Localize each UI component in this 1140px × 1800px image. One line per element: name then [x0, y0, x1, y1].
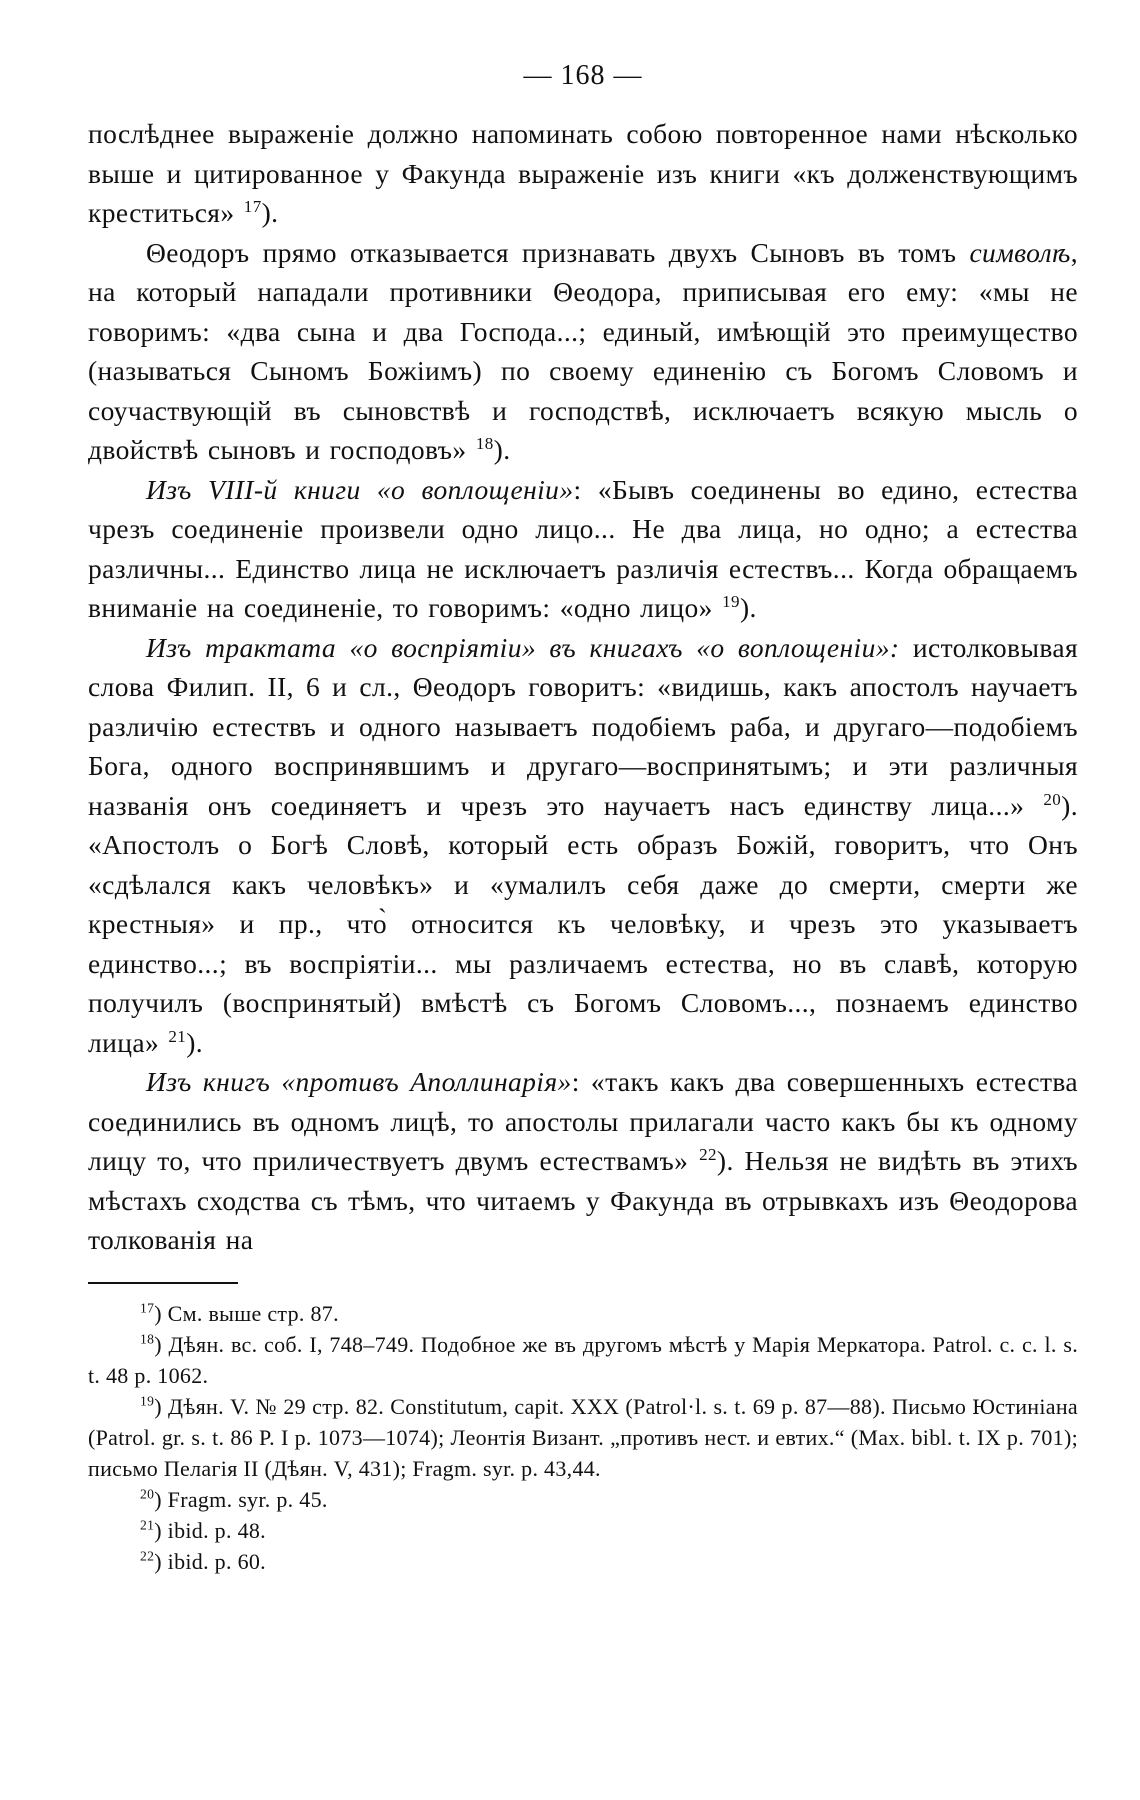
page-number: — 168 —: [523, 60, 643, 91]
footnote-reference: 19: [722, 591, 740, 611]
footnotes: [88, 1298, 1078, 1577]
body-paragraph: [88, 628, 1078, 1063]
text-run: : «такъ какъ два совершенныхъ естества соединились въ одномъ лицѣ, то апостолы прилагали часто какъ бы къ одному лицу то, что приличествуетъ двумъ естествамъ»: [88, 1066, 1078, 1176]
footnote-reference: 18: [475, 433, 494, 453]
footnote: [88, 1329, 1078, 1391]
footnote-text: ) См. выше стр. 87.: [154, 1300, 339, 1326]
footnote-number: 17: [140, 1300, 155, 1316]
footnote-number: 20: [140, 1486, 155, 1502]
footnote-reference: 22: [699, 1144, 717, 1164]
italic-text: Изъ VIII-й книги «о воплощеніи»: [146, 473, 574, 505]
footnote-separator: [88, 1282, 238, 1284]
footnote-reference: 17: [243, 196, 262, 216]
text-run: ).: [186, 1026, 204, 1058]
body-paragraph: [88, 233, 1078, 470]
text-run: ). «Апостолъ о Богѣ Словѣ, который есть образъ Божій, говоритъ, что Онъ «сдѣлался какъ человѣкъ» и «умалилъ себя даже до смерти, смерти же крестныя» и пр., что̀ относится къ человѣку, и чрезъ это указываетъ единство...; въ воспріятіи... мы различаемъ естества, но въ славѣ, которую получилъ (воспринятый) вмѣстѣ съ Богомъ Словомъ..., познаемъ единство лица»: [88, 789, 1078, 1058]
text-run: Θеодоръ прямо отказывается признавать двухъ Сыновъ въ томъ: [146, 236, 970, 268]
italic-text: Изъ трактата «о воспріятіи» въ книгахъ «о воплощеніи»:: [146, 631, 900, 663]
footnote-text: ) ibid. p. 60.: [154, 1548, 266, 1574]
italic-text: символѣ: [969, 236, 1071, 268]
footnote-text: ) Дѣян. V. № 29 стр. 82. Constitutum, capit. XXX (Patrol·l. s. t. 69 p. 87—88). Письмо Юстиніана (Patrol. gr. s. t. 86 P. I p. 1073—1074); Леонтія Визант. „противъ нест. и евтих.“ (Max. bibl. t. IX p. 701); письмо Пелагія II (Дѣян. V, 431); Fragm. syr. p. 43,44.: [88, 1393, 1078, 1481]
text-run: ).: [739, 592, 757, 623]
footnote-reference: 21: [168, 1026, 187, 1046]
footnote: [88, 1515, 1078, 1546]
text-run: , на который нападали противники Θеодора, приписывая его ему: «мы не говоримъ: «два сына и два Господа...; единый, имѣющій это преимущество (называться Сыномъ Божіимъ) по своему единенію съ Богомъ Словомъ и соучаствующій въ сыновствѣ и господствѣ, исключаетъ всякую мысль о двойствѣ сыновъ и господовъ»: [88, 236, 1078, 465]
footnote-number: 22: [140, 1548, 155, 1564]
document-page: [88, 58, 1078, 1577]
footnote: [88, 1391, 1078, 1484]
text-run: истолковывая слова Филип. II, 6 и сл., Θеодоръ говоритъ: «видишь, какъ апостолъ научаетъ различію естествъ и одного называетъ подобіемъ раба, и другаго—подобіемъ Бога, одного воспринявшимъ и другаго—воспринятымъ; и эти различныя названія онъ соединяетъ и чрезъ это научаетъ насъ единству лица...»: [88, 631, 1078, 821]
footnote-number: 21: [140, 1517, 155, 1533]
footnote: [88, 1298, 1078, 1329]
footnote-text: ) Fragm. syr. p. 45.: [154, 1486, 328, 1512]
text-run: ).: [493, 434, 511, 465]
text-run: : «Бывъ соединены во едино, естества чрезъ соединеніе произвели одно лицо... Не два лица, но одно; а естества различны... Единство лица не исключаетъ различія естествъ... Когда обращаемъ вниманіе на соединеніе, то говоримъ: «одно лицо»: [88, 473, 1078, 623]
footnote-number: 19: [140, 1393, 155, 1409]
text-run: ).: [261, 197, 279, 228]
text-run: ). Нельзя не видѣть въ этихъ мѣстахъ сходства съ тѣмъ, что читаемъ у Факунда въ отрывкахъ изъ Θеодорова толкованія на: [88, 1145, 1078, 1255]
body-paragraph: [88, 114, 1078, 233]
body-paragraph: [88, 470, 1078, 628]
italic-text: Изъ книгъ «противъ Аполлинарія»: [146, 1066, 572, 1097]
footnote: [88, 1484, 1078, 1515]
body-paragraph: [88, 1062, 1078, 1260]
footnote: [88, 1546, 1078, 1577]
body-text: [88, 114, 1078, 1260]
footnote-text: ) Дѣян. вс. соб. I, 748–749. Подобное же въ другомъ мѣстѣ у Марія Меркатора. Patrol. c. c. l. s. t. 48 p. 1062.: [88, 1331, 1078, 1388]
text-run: послѣднее выраженіе должно напоминать собою повторенное нами нѣсколько выше и цитированное у Факунда выраженіе изъ книги «къ долженствующимъ креститься»: [88, 118, 1078, 228]
footnote-text: ) ibid. p. 48.: [154, 1517, 266, 1543]
footnote-reference: 20: [1043, 789, 1062, 809]
footnote-number: 18: [140, 1331, 155, 1347]
